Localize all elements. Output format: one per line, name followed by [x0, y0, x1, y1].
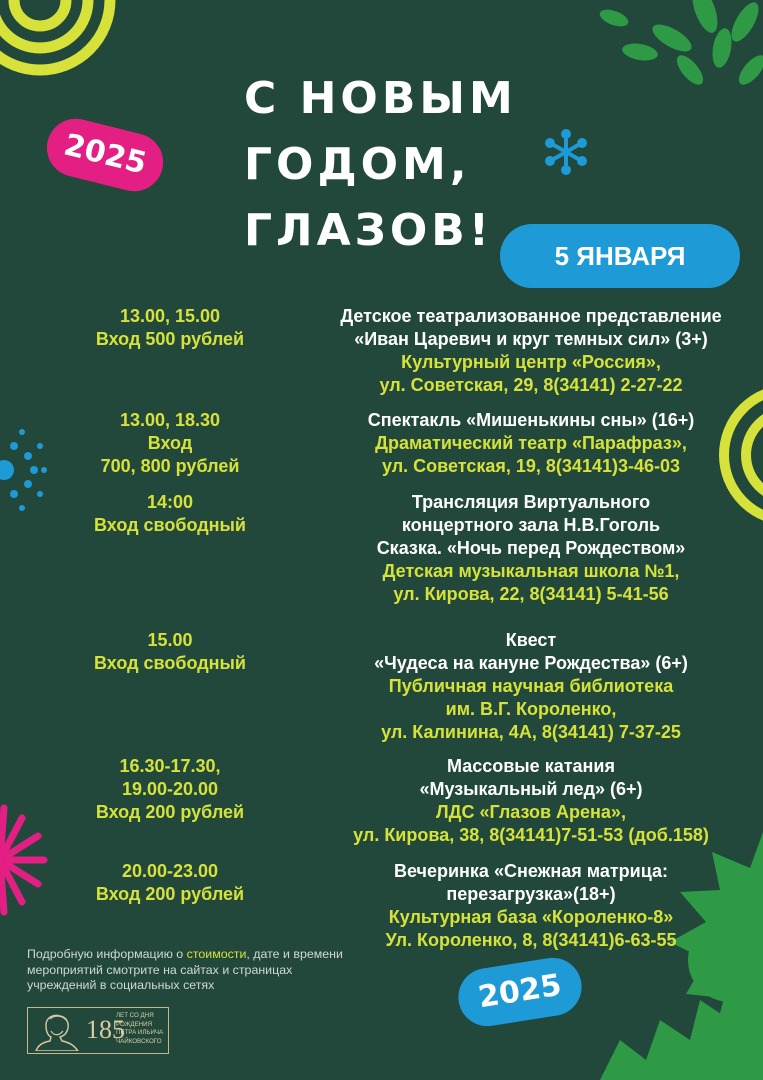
event-venue-line: Публичная научная библиотека [388, 676, 674, 696]
event-time-line: 15.00 [147, 630, 193, 650]
logo-number: 185 [86, 1015, 125, 1044]
event-time-line: Вход 200 рублей [95, 802, 245, 822]
event-venue-line: Детская музыкальная школа №1, [382, 561, 680, 581]
event-details [298, 305, 763, 397]
leaves-icon [598, 0, 763, 89]
footer-text: Подробную информацию о [27, 947, 187, 961]
event-title-line: Трансляция Виртуального [411, 492, 651, 512]
title-line: С НОВЫМ [244, 73, 517, 124]
concentric-rings-icon [0, 0, 110, 70]
event-time-price [40, 491, 300, 537]
event-time-line: 13.00, 18.30 [119, 410, 221, 430]
title-line: ГОДОМ, [244, 139, 471, 190]
event-time-price [40, 305, 300, 351]
year-badge-bottom: 2025 [454, 954, 586, 1031]
event-details [298, 491, 763, 606]
footer-note [27, 947, 427, 994]
snowflake-icon [547, 131, 585, 173]
event-time-line: Вход свободный [94, 515, 246, 535]
event-details [298, 409, 763, 478]
event-venue-line: ул. Кирова, 38, 8(34141)7-51-53 (доб.158) [353, 825, 709, 845]
event-time-line: 700, 800 рублей [100, 456, 240, 476]
event-time-price [40, 755, 300, 824]
event-time-line: 14:00 [146, 492, 194, 512]
logo-text-line: ПЕТРА ИЛЬИЧА [116, 1029, 164, 1037]
event-venue-line: Драматический театр «Парафраз», [375, 433, 687, 453]
event-time-line: Вход [147, 433, 193, 453]
event-venue-line: ул. Кирова, 22, 8(34141) 5-41-56 [393, 584, 669, 604]
footer-line [27, 947, 427, 963]
logo-text-line: РОЖДЕНИЯ [116, 1020, 153, 1028]
event-time-line: 19.00-20.00 [121, 779, 219, 799]
event-time-line: Вход свободный [94, 653, 246, 673]
event-title-line: Детское театрализованное представление [340, 306, 722, 326]
event-title-line: Квест [505, 630, 557, 650]
event-title-line: «Чудеса на кануне Рождества» (6+) [374, 653, 688, 673]
logo-text-line: ЛЕТ СО ДНЯ [116, 1012, 154, 1019]
event-details [298, 755, 763, 847]
event-title-line: Вечеринка «Снежная матрица: [393, 861, 669, 881]
event-title-line: Сказка. «Ночь перед Рождеством» [376, 538, 686, 558]
event-details [298, 860, 763, 952]
event-time-line: 20.00-23.00 [121, 861, 219, 881]
event-venue-line: ул. Калинина, 4А, 8(34141) 7-37-25 [381, 722, 681, 742]
event-time-line: 16.30-17.30, [119, 756, 221, 776]
event-title-line: «Музыкальный лед» (6+) [419, 779, 643, 799]
footer-text: , дате и времени [246, 947, 343, 961]
event-title-line: Спектакль «Мишенькины сны» (16+) [367, 410, 695, 430]
date-badge: 5 ЯНВАРЯ [500, 224, 740, 288]
logo-text-line: ЧАЙКОВСКОГО [116, 1037, 162, 1045]
event-time-line: 13.00, 15.00 [119, 306, 221, 326]
anniversary-logo [27, 1007, 169, 1054]
footer-line: мероприятий смотрите на сайтах и страницах [27, 962, 293, 977]
composer-portrait-icon [32, 1011, 82, 1051]
event-time-line: Вход 500 рублей [95, 329, 245, 349]
event-venue-line: ЛДС «Глазов Арена», [436, 802, 626, 822]
event-title-line: Массовые катания [447, 756, 615, 776]
page-title [244, 66, 517, 264]
event-venue-line: Культурный центр «Россия», [401, 352, 661, 372]
event-venue-line: Ул. Короленко, 8, 8(34141)6-63-55 [385, 930, 677, 950]
logo-text [116, 1012, 163, 1046]
event-title-line: «Иван Царевич и круг темных сил» (3+) [354, 329, 708, 349]
event-time-price [40, 860, 300, 906]
year-badge: 2025 [41, 113, 170, 198]
event-time-price [40, 409, 300, 478]
event-details [298, 629, 763, 744]
event-venue-line: Культурная база «Короленко-8» [388, 907, 674, 927]
event-time-line: Вход 200 рублей [95, 884, 245, 904]
event-venue-line: ул. Советская, 19, 8(34141)3-46-03 [381, 456, 681, 476]
event-venue-line: им. В.Г. Короленко, [445, 699, 617, 719]
pink-burst-icon [0, 808, 44, 912]
event-title-line: концертного зала Н.В.Гоголь [401, 515, 661, 535]
event-venue-line: ул. Советская, 29, 8(34141) 2-27-22 [379, 375, 683, 395]
footer-highlight: стоимости [186, 947, 247, 961]
event-time-price [40, 629, 300, 675]
event-title-line: перезагрузка»(18+) [446, 884, 616, 904]
title-line: ГЛАЗОВ! [244, 205, 493, 256]
footer-line: учреждений в социальных сетях [27, 978, 215, 992]
